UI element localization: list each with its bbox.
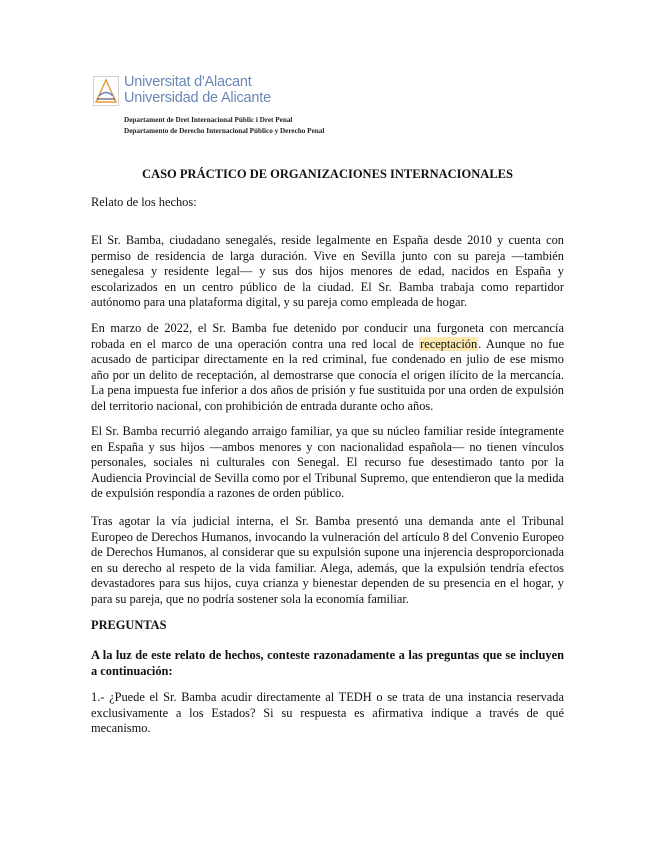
university-logo-icon xyxy=(93,76,119,106)
paragraph-2-start: En marzo de 2022, el Sr. Bamba fue detenido por conducir una furgoneta con mercancía robada en el marco de una operación contra una red local de xyxy=(91,321,564,351)
facts-heading: Relato de los hechos: xyxy=(91,195,197,209)
paragraph-2 xyxy=(91,321,564,415)
university-name-spanish: Universidad de Alicante xyxy=(124,90,271,106)
university-name-valencian: Universitat d'Alacant xyxy=(124,74,252,90)
paragraph-2-end: . Aunque no fue acusado de participar directamente en la red criminal, fue condenado en julio de ese mismo año por un delito de receptación, al demostrarse que conocía el origen ilícito de la mercancía. La pena impuesta fue inferior a dos años de prisión y fue sustituida por una orden de expulsión del territorio nacional, con prohibición de entrada durante ocho años. xyxy=(91,336,564,413)
university-name xyxy=(124,74,271,106)
department-name xyxy=(124,115,324,136)
question-1: 1.- ¿Puede el Sr. Bamba acudir directamente al TEDH o se trata de una instancia reservada exclusivamente a los Estados? Si su respuesta es afirmativa indique a través de qué mecanismo. xyxy=(91,690,564,736)
document-title: CASO PRÁCTICO DE ORGANIZACIONES INTERNACIONALES xyxy=(142,167,513,181)
instruction-text: A la luz de este relato de hechos, conteste razonadamente a las preguntas que se incluyen a continuación: xyxy=(91,648,564,678)
highlighted-word: receptación xyxy=(420,336,478,351)
department-name-valencian: Departament de Dret Internacional Públic i Dret Penal xyxy=(124,116,293,124)
questions-heading: PREGUNTAS xyxy=(91,618,167,632)
paragraph-4: Tras agotar la vía judicial interna, el Sr. Bamba presentó una demanda ante el Tribunal Europeo de Derechos Humanos, invocando la vulneración del artículo 8 del Convenio Europeo de Derechos Humanos, al considerar que su expulsión supone una injerencia desproporcionada en su derecho al respeto de la vida familiar. Alega, además, que la expulsión tendría efectos devastadores para sus hijos, cuya crianza y bienestar dependen de su presencia en el hogar, y para su pareja, que no podría sostener sola la economía familiar. xyxy=(91,514,564,606)
paragraph-3: El Sr. Bamba recurrió alegando arraigo familiar, ya que su núcleo familiar reside íntegramente en España y sus hijos —ambos menores y con nacionalidad española— no tienen vínculos personales, sociales ni culturales con Senegal. El recurso fue desestimado tanto por la Audiencia Provincial de Sevilla como por el Tribunal Supremo, que entendieron que la medida de expulsión respondía a razones de orden público. xyxy=(91,424,564,501)
paragraph-1: El Sr. Bamba, ciudadano senegalés, reside legalmente en España desde 2010 y cuenta con permiso de residencia de larga duración. Vive en Sevilla junto con su pareja —también senegalesa y residente legal— y sus dos hijos menores de edad, nacidos en España y escolarizados en un centro público de la ciudad. El Sr. Bamba trabaja como repartidor autónomo para una plataforma digital, y su pareja como empleada de hogar. xyxy=(91,233,564,310)
department-name-spanish: Departamento de Derecho Internacional Público y Derecho Penal xyxy=(124,126,325,135)
